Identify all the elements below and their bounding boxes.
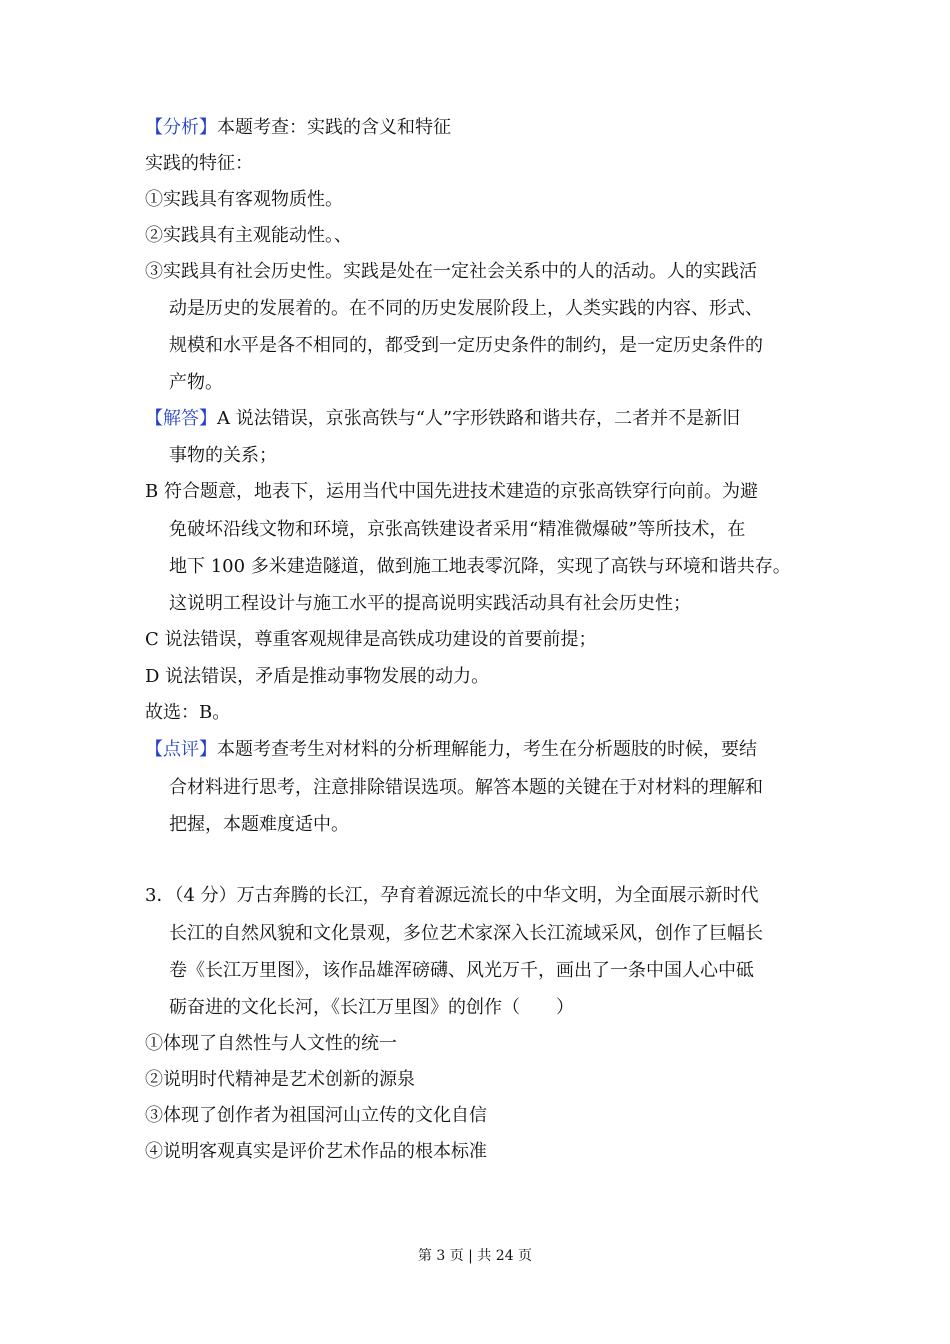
text-line: 事物的关系； [169,445,277,466]
text-line: B 符合题意，地表下，运用当代中国先进技术建造的京张高铁穿行向前。为避 [145,481,758,502]
text-line: 免破坏沿线文物和环境，京张高铁建设者采用“精准微爆破”等所技术，在 [169,519,746,540]
comment-tag: 【点评】 [145,739,217,760]
text-line: 砺奋进的文化长河，《长江万里图》的创作（ ） [169,997,574,1018]
option-1: ①体现了自然性与人文性的统一 [145,1033,397,1054]
text-line: 本题考查：实践的含义和特征 [217,117,451,138]
text-line: 这说明工程设计与施工水平的提高说明实践活动具有社会历史性； [169,593,691,614]
text-line: ②实践具有主观能动性。、 [145,225,352,246]
text-line: 本题考查考生对材料的分析理解能力，考生在分析题肢的时候，要结 [217,739,757,760]
text-line: 规模和水平是各不相同的，都受到一定历史条件的制约，是一定历史条件的 [169,335,763,356]
text-line: ①实践具有客观物质性。 [145,189,343,210]
page-footer: 第 3 页 | 共 24 页 [417,1248,533,1264]
text-line: 实践的特征： [145,153,253,174]
text-line: D 说法错误，矛盾是推动事物发展的动力。 [145,666,490,687]
text-line: 卷《长江万里图》，该作品雄浑磅礴、风光万千，画出了一条中国人心中砥 [169,960,754,981]
text-line: 动是历史的发展着的。在不同的历史发展阶段上，人类实践的内容、形式、 [169,298,763,319]
analysis-tag: 【分析】 [145,117,217,138]
option-3: ③体现了创作者为祖国河山立传的文化自信 [145,1105,487,1126]
text-line: 合材料进行思考，注意排除错误选项。解答本题的关键在于对材料的理解和 [169,777,763,798]
analysis-heading [145,117,451,139]
text-line: 地下 100 多米建造隧道，做到施工地表零沉降，实现了高铁与环境和谐共存。 [169,556,791,577]
question-3-stem: 3．（4 分）万古奔腾的长江，孕育着源远流长的中华文明，为全面展示新时代 [145,885,759,906]
text-line: 把握，本题难度适中。 [169,814,349,835]
text-line: C 说法错误，尊重客观规律是高铁成功建设的首要前提； [145,629,597,650]
text-line: ③实践具有社会历史性。实践是处在一定社会关系中的人的活动。人的实践活 [145,261,757,282]
comment-heading [145,739,757,761]
option-2: ②说明时代精神是艺术创新的源泉 [145,1069,415,1090]
final-answer: 故选：B。 [145,702,231,723]
option-4: ④说明客观真实是评价艺术作品的根本标准 [145,1141,487,1162]
text-line: 产物。 [169,372,223,393]
answer-tag: 【解答】 [145,408,217,429]
text-line: 长江的自然风貌和文化景观，多位艺术家深入长江流域采风，创作了巨幅长 [169,923,763,944]
text-line: A 说法错误，京张高铁与“人”字形铁路和谐共存，二者并不是新旧 [217,408,741,429]
answer-heading [145,408,740,430]
